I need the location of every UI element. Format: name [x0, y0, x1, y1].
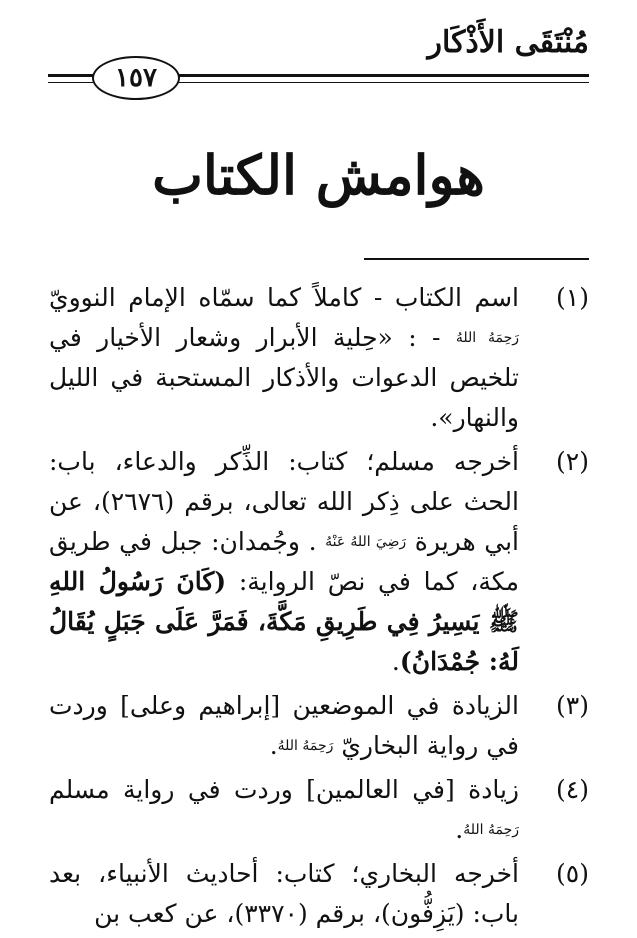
note-text: اسم الكتاب - كاملاً كما سمّاه الإمام النوويّ: [49, 283, 519, 312]
note-text: زيادة [في العالمين] وردت في رواية مسلم: [49, 775, 519, 804]
note-tail: .: [269, 731, 278, 760]
note-number: (٢): [556, 447, 589, 476]
note-number: (٣): [556, 691, 589, 720]
note-text-continued: . وجُمدان: جبل في طريق مكة، كما في نصّ الرواية:: [49, 527, 519, 596]
note-tail: .: [455, 815, 464, 844]
notes-list: [49, 278, 589, 938]
note-4: [49, 770, 589, 850]
note-number: (٥): [556, 859, 589, 888]
note-text-continued: - : «حِلية الأبرار وشعار الأخيار في تلخيص الدعوات والأذكار المستحبة في الليل والنهار».: [49, 323, 519, 432]
note-number: (١): [556, 283, 589, 312]
note-number: (٤): [556, 775, 589, 804]
running-header-title: مُنْتَقَى الأَذْكَار: [427, 25, 589, 60]
note-text: أخرجه البخاري؛ كتاب: أحاديث الأنبياء، بعد باب: (يَزِفُّون)، برقم (٣٣٧٠)، عن كعب بن: [49, 859, 519, 928]
note-3: [49, 686, 589, 766]
honorific-symbol: رَحِمَهُ اللهُ: [463, 822, 519, 838]
section-title: هوامش الكتاب: [152, 143, 485, 207]
honorific-symbol: رَضِيَ اللهُ عَنْهُ: [325, 534, 407, 550]
footnote-separator: [364, 258, 589, 260]
page-number: ١٥٧: [92, 56, 180, 100]
note-2: [49, 442, 589, 682]
note-1: [49, 278, 589, 438]
note-text: أخرجه مسلم؛ كتاب: الذِّكر والدعاء، باب: الحث على ذِكر الله تعالى، برقم (٢٦٧٦)، عن أبي هريرة: [49, 447, 519, 556]
note-5: [49, 854, 589, 934]
note-text: الزيادة في الموضعين [إبراهيم وعلى] وردت في رواية البخاريّ: [49, 691, 519, 760]
hadith-quote: (كَانَ رَسُولُ اللهِ ﷺ يَسِيرُ فِي طَرِيقِ مَكَّةَ، فَمَرَّ عَلَى جَبَلٍ يُقَالُ لَهُ: جُمْدَانُ): [49, 567, 519, 676]
honorific-symbol: رَحِمَهُ اللهُ: [277, 738, 334, 754]
note-tail: .: [391, 647, 400, 676]
honorific-symbol: رَحِمَهُ اللهُ: [455, 330, 520, 346]
